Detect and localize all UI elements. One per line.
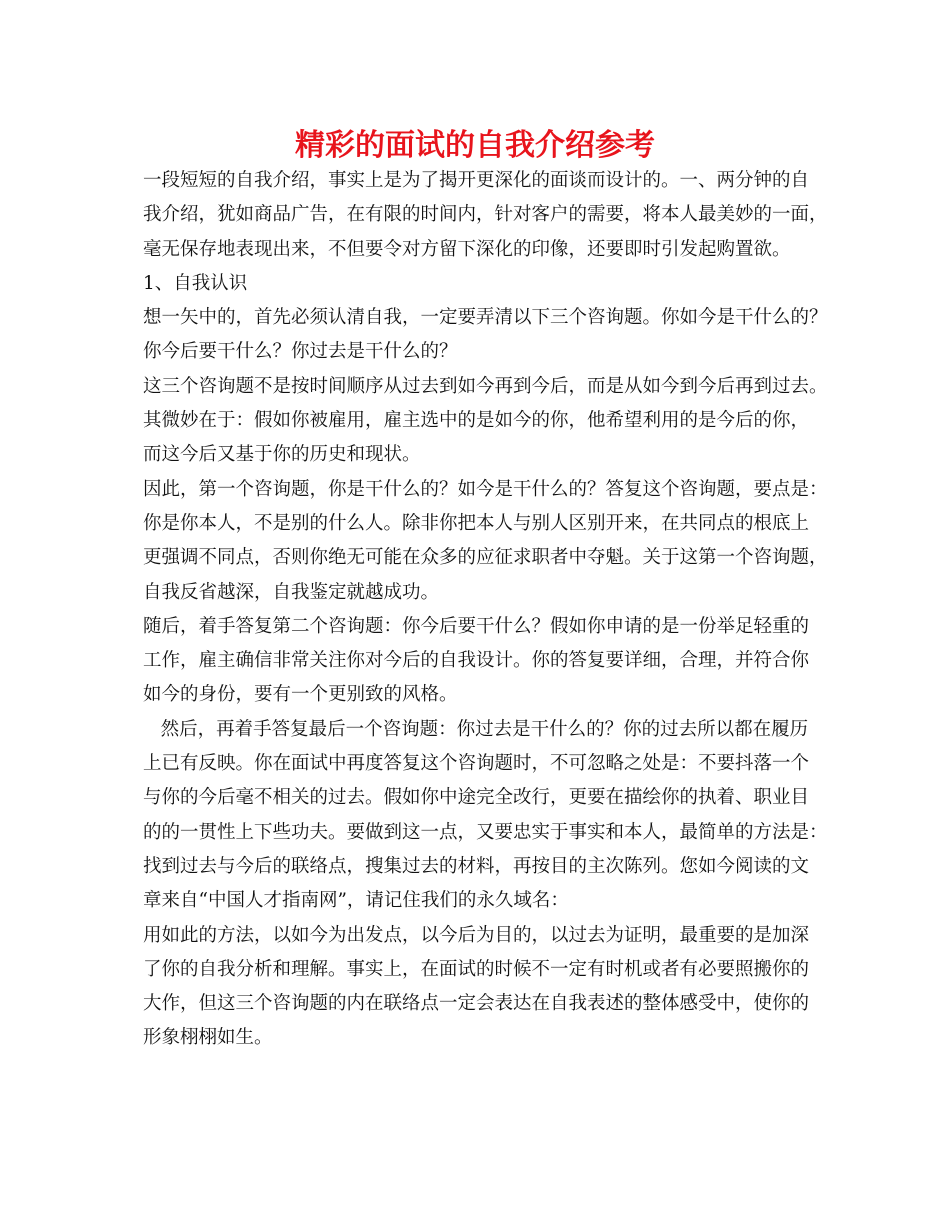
body-line: 工作，雇主确信非常关注你对今后的自我设计。你的答复要详细，合理，并符合你 [143,650,810,672]
body-line: 你今后要干什么？你过去是干什么的？ [143,341,458,363]
body-line: 与你的今后毫不相关的过去。假如你中途完全改行，更要在描绘你的执着、职业目 [143,787,810,809]
body-line: 然后，再着手答复最后一个咨询题：你过去是干什么的？你的过去所以都在履历 [143,718,809,740]
body-line: 更强调不同点，否则你绝无可能在众多的应征求职者中夺魁。关于这第一个咨询题， [143,547,828,569]
body-line: 随后，着手答复第二个咨询题：你今后要干什么？假如你申请的是一份举足轻重的 [143,615,810,637]
body-line: 找到过去与今后的联络点，搜集过去的材料，再按目的主次陈列。您如今阅读的文 [143,855,810,877]
body-line: 其微妙在于：假如你被雇用，雇主选中的是如今的你，他希望利用的是今后的你， [143,410,810,432]
body-line: 用如此的方法，以如今为出发点，以今后为目的，以过去为证明，最重要的是加深 [143,924,810,946]
body-line: 我介绍，犹如商品广告，在有限的时间内，针对客户的需要，将本人最美妙的一面， [143,204,828,226]
body-line: 1、自我认识 [143,272,248,294]
body-line: 你是你本人，不是别的什么人。除非你把本人与别人区别开来，在共同点的根底上 [143,512,810,534]
body-line: 如今的身份，要有一个更别致的风格。 [143,684,458,706]
body-line: 自我反省越深，自我鉴定就越成功。 [143,581,440,603]
body-line: 这三个咨询题不是按时间顺序从过去到如今再到今后，而是从如今到今后再到过去。 [143,375,828,397]
body-line: 想一矢中的，首先必须认清自我，一定要弄清以下三个咨询题。你如今是干什么的？ [143,307,828,329]
body-line: 上已有反映。你在面试中再度答复这个咨询题时，不可忽略之处是：不要抖落一个 [143,753,810,775]
body-line: 大作，但这三个咨询题的内在联络点一定会表达在自我表述的整体感受中，使你的 [143,993,810,1015]
document-title: 精彩的面试的自我介绍参考 [295,128,655,163]
body-line: 因此，第一个咨询题，你是干什么的？如今是干什么的？答复这个咨询题，要点是： [143,478,828,500]
body-line: 的的一贯性上下些功夫。要做到这一点，又要忠实于事实和本人，最简单的方法是： [143,821,828,843]
body-line: 章来自“中国人才指南网”，请记住我们的永久域名： [143,890,569,912]
body-line: 毫无保存地表现出来，不但要令对方留下深化的印像，还要即时引发起购置欲。 [143,238,791,260]
body-line: 而这今后又基于你的历史和现状。 [143,444,421,466]
body-line: 形象栩栩如生。 [143,1027,273,1049]
body-line: 了你的自我分析和理解。事实上，在面试的时候不一定有时机或者有必要照搬你的 [143,958,810,980]
document-body [143,164,833,1056]
body-line: 一段短短的自我介绍，事实上是为了揭开更深化的面谈而设计的。一、两分钟的自 [143,170,810,191]
